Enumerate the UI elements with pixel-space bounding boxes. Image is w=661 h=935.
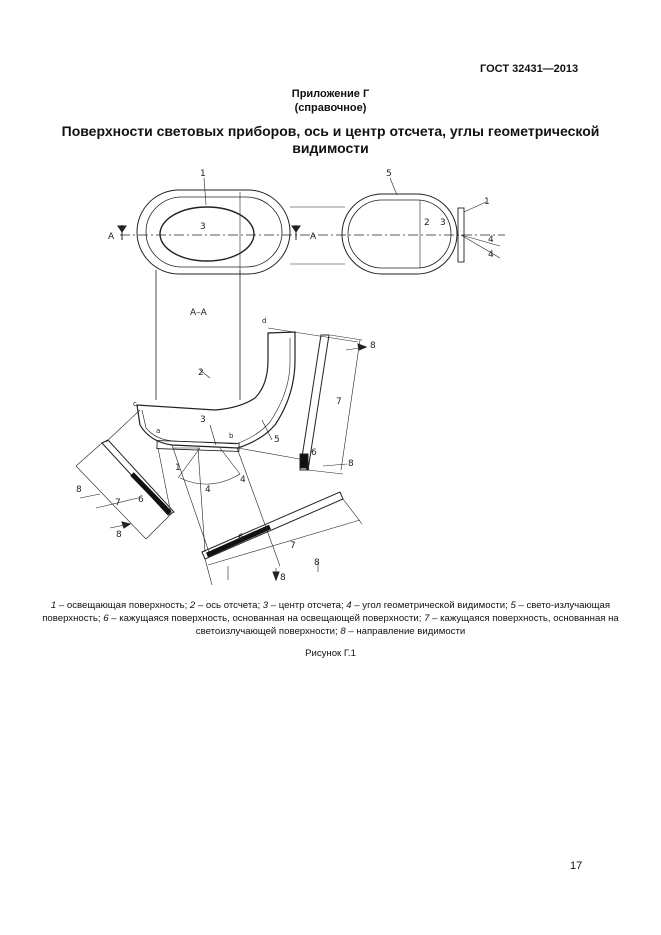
legend-item-6: 6 – кажущаяся поверхность, основанная на освещающей поверхности; (103, 613, 425, 624)
label-num-6-bottom: 6 (238, 533, 244, 543)
label-point-d: d (262, 317, 267, 325)
label-num-1-mid: 1 (175, 463, 181, 473)
label-num-1-right: 1 (484, 197, 490, 207)
label-num-7-bottom: 7 (290, 541, 296, 551)
figure-caption: Рисунок Г.1 (305, 648, 356, 659)
legend-item-8: 8 – направление видимости (340, 626, 466, 637)
label-num-4-mid-b: 4 (240, 475, 246, 485)
label-num-8-bottom-a: 8 (280, 573, 286, 583)
label-point-a: a (156, 427, 161, 435)
lamp-inner-right (348, 200, 451, 268)
label-section-a-left: А (108, 232, 115, 242)
standard-number: ГОСТ 32431—2013 (480, 63, 579, 75)
legend-item-5: 5 – свето-излучающая поверхность; (42, 600, 611, 624)
label-num-6-right: 6 (311, 448, 317, 458)
legend-item-4: 4 – угол геометрической видимости; (346, 600, 511, 611)
label-num-7-left: 7 (115, 498, 121, 508)
label-num-7-right: 7 (336, 397, 342, 407)
appendix-subtitle: (справочное) (294, 102, 367, 114)
page-number: 17 (570, 860, 583, 872)
lamp-outline-right (342, 194, 457, 274)
label-num-8-left-bottom: 8 (116, 530, 122, 540)
label-num-4-right-b: 4 (488, 250, 494, 260)
label-num-5-top: 5 (386, 169, 392, 179)
label-num-2-top: 2 (424, 218, 430, 228)
label-num-4-right-a: 4 (488, 235, 494, 245)
legend-item-3: 3 – центр отсчета; (262, 600, 347, 611)
label-num-1-top: 1 (200, 169, 206, 179)
label-point-b: b (229, 432, 234, 440)
label-num-3-right: 3 (440, 218, 446, 228)
label-num-8-bottom-b: 8 (314, 558, 320, 568)
label-num-6-left: 6 (138, 495, 144, 505)
legend-item-2: 2 – ось отсчета; (189, 600, 263, 611)
technical-drawing (60, 165, 600, 585)
figure-legend (24, 599, 637, 638)
label-section-a-right: А (310, 232, 317, 242)
legend-item-7: 7 – кажущаяся поверхность, основанная на светоизлучающей поверхности; (195, 613, 619, 637)
page-title: Поверхности световых приборов, ось и центр отсчета, углы геометрической видимости (61, 123, 600, 156)
label-point-c: c (133, 400, 137, 408)
label-section-aa: А–А (190, 308, 207, 318)
label-num-2-mid: 2 (198, 368, 204, 378)
appendix-title: Приложение Г (291, 88, 370, 100)
appendix-heading (0, 87, 661, 115)
label-num-4-mid-a: 4 (205, 485, 211, 495)
label-num-5-mid: 5 (274, 435, 280, 445)
label-num-3-mid: 3 (200, 415, 206, 425)
lamp-section-profile (137, 332, 295, 448)
label-num-3-top: 3 (200, 222, 206, 232)
legend-item-1: 1 – освещающая поверхность; (50, 600, 190, 611)
label-num-8-right-top: 8 (370, 341, 376, 351)
label-num-8-right-bottom: 8 (348, 459, 354, 469)
label-num-8-left-top: 8 (76, 485, 82, 495)
